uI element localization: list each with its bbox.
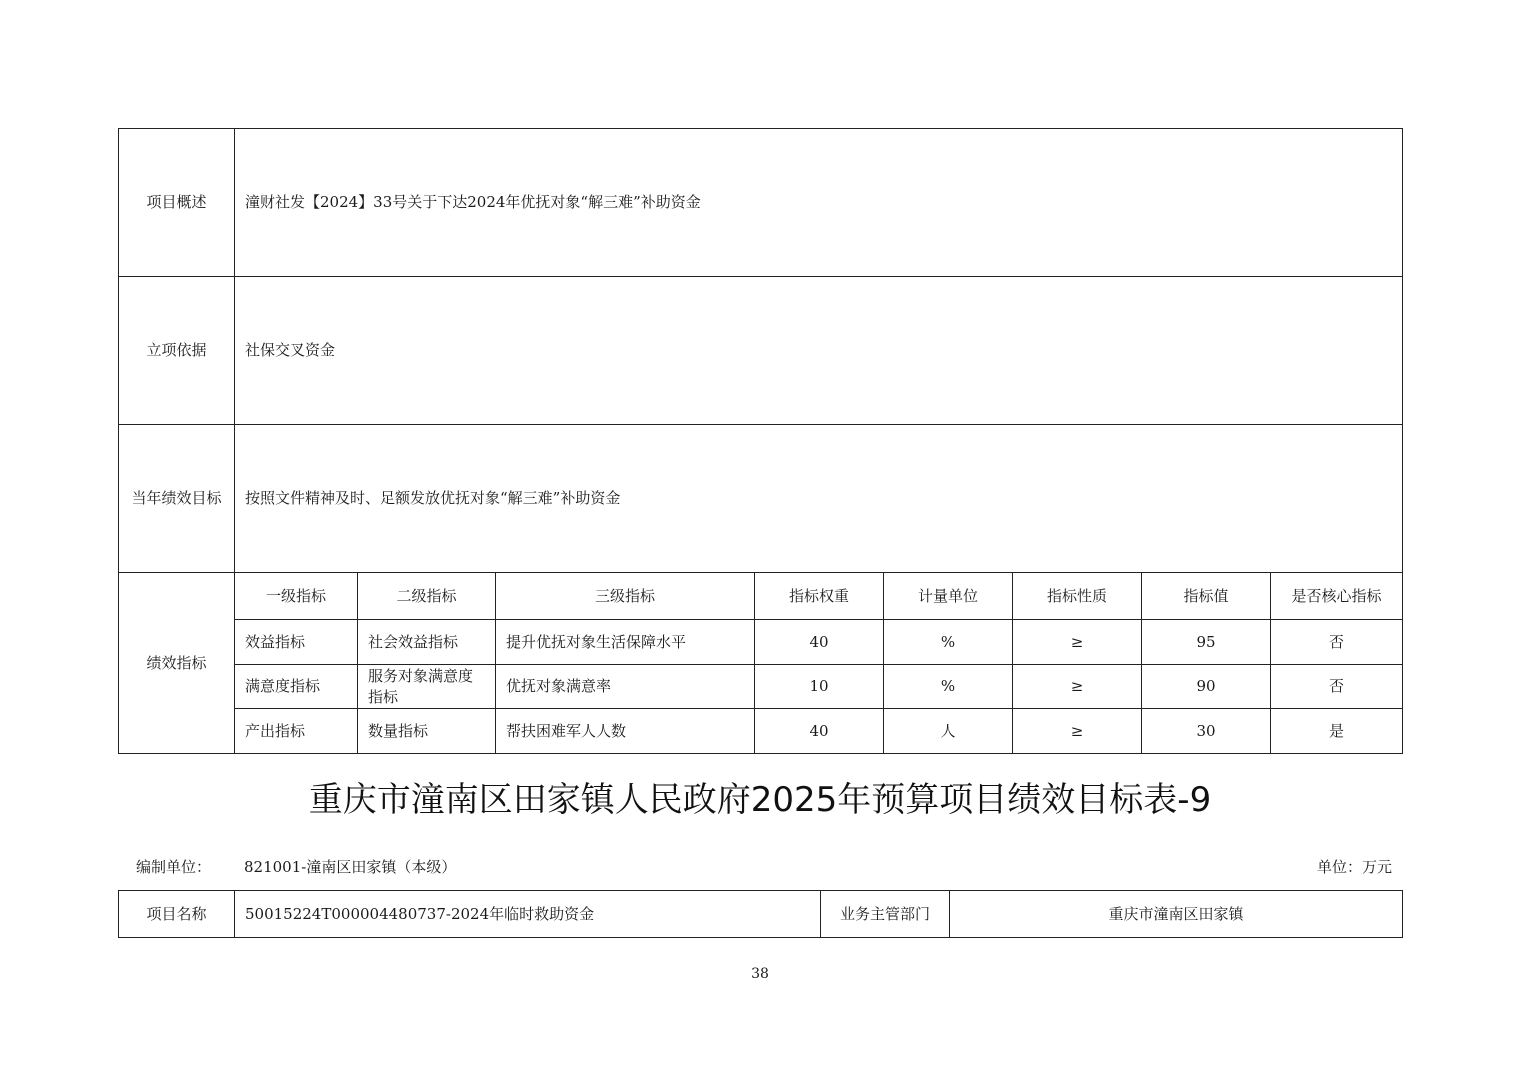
overview-row <box>119 129 1403 277</box>
basis-label: 立项依据 <box>119 277 235 425</box>
unit-cell: % <box>884 665 1013 709</box>
basis-value: 社保交叉资金 <box>235 277 1403 425</box>
unit-cell: 人 <box>884 709 1013 754</box>
header-cell: 一级指标 <box>235 573 358 620</box>
basis-row <box>119 277 1403 425</box>
value-cell: 90 <box>1142 665 1271 709</box>
value-cell: 30 <box>1142 709 1271 754</box>
level1-cell: 效益指标 <box>235 620 358 665</box>
overview-label: 项目概述 <box>119 129 235 277</box>
department-label: 业务主管部门 <box>821 891 950 938</box>
page-number: 38 <box>751 966 769 982</box>
level3-cell: 帮扶困难军人人数 <box>496 709 755 754</box>
level3-cell: 优抚对象满意率 <box>496 665 755 709</box>
department-value: 重庆市潼南区田家镇 <box>950 891 1403 938</box>
project-name-row <box>119 891 1403 938</box>
project-info-table <box>118 128 1403 754</box>
overview-value: 潼财社发【2024】33号关于下达2024年优抚对象“解三难”补助资金 <box>235 129 1403 277</box>
level3-cell: 提升优抚对象生活保障水平 <box>496 620 755 665</box>
table-row <box>119 665 1403 709</box>
table-row <box>119 620 1403 665</box>
prepared-by-label: 编制单位： <box>136 858 212 876</box>
goal-row <box>119 425 1403 573</box>
goal-value: 按照文件精神及时、足额发放优抚对象“解三难”补助资金 <box>235 425 1403 573</box>
page-title: 重庆市潼南区田家镇人民政府2025年预算项目绩效目标表-9 <box>308 780 1212 820</box>
core-cell: 是 <box>1271 709 1403 754</box>
header-cell: 指标性质 <box>1013 573 1142 620</box>
weight-cell: 40 <box>755 620 884 665</box>
prepared-by-value: 821001-潼南区田家镇（本级） <box>244 858 457 876</box>
table-row <box>119 709 1403 754</box>
header-cell: 三级指标 <box>496 573 755 620</box>
header-cell: 指标值 <box>1142 573 1271 620</box>
level2-cell: 社会效益指标 <box>358 620 496 665</box>
indicator-header-row <box>119 573 1403 620</box>
level1-cell: 产出指标 <box>235 709 358 754</box>
project-name-value: 50015224T000004480737-2024年临时救助资金 <box>235 891 821 938</box>
currency-unit: 单位：万元 <box>1316 858 1392 876</box>
header-cell: 二级指标 <box>358 573 496 620</box>
goal-label: 当年绩效目标 <box>119 425 235 573</box>
level2-cell: 服务对象满意度指标 <box>358 665 496 709</box>
core-cell: 否 <box>1271 665 1403 709</box>
weight-cell: 10 <box>755 665 884 709</box>
header-cell: 是否核心指标 <box>1271 573 1403 620</box>
level2-cell: 数量指标 <box>358 709 496 754</box>
header-cell: 计量单位 <box>884 573 1013 620</box>
nature-cell: ≥ <box>1013 620 1142 665</box>
project-name-label: 项目名称 <box>119 891 235 938</box>
nature-cell: ≥ <box>1013 709 1142 754</box>
core-cell: 否 <box>1271 620 1403 665</box>
indicators-label: 绩效指标 <box>119 573 235 754</box>
value-cell: 95 <box>1142 620 1271 665</box>
unit-cell: % <box>884 620 1013 665</box>
project-name-table <box>118 890 1403 938</box>
header-cell: 指标权重 <box>755 573 884 620</box>
nature-cell: ≥ <box>1013 665 1142 709</box>
weight-cell: 40 <box>755 709 884 754</box>
level1-cell: 满意度指标 <box>235 665 358 709</box>
